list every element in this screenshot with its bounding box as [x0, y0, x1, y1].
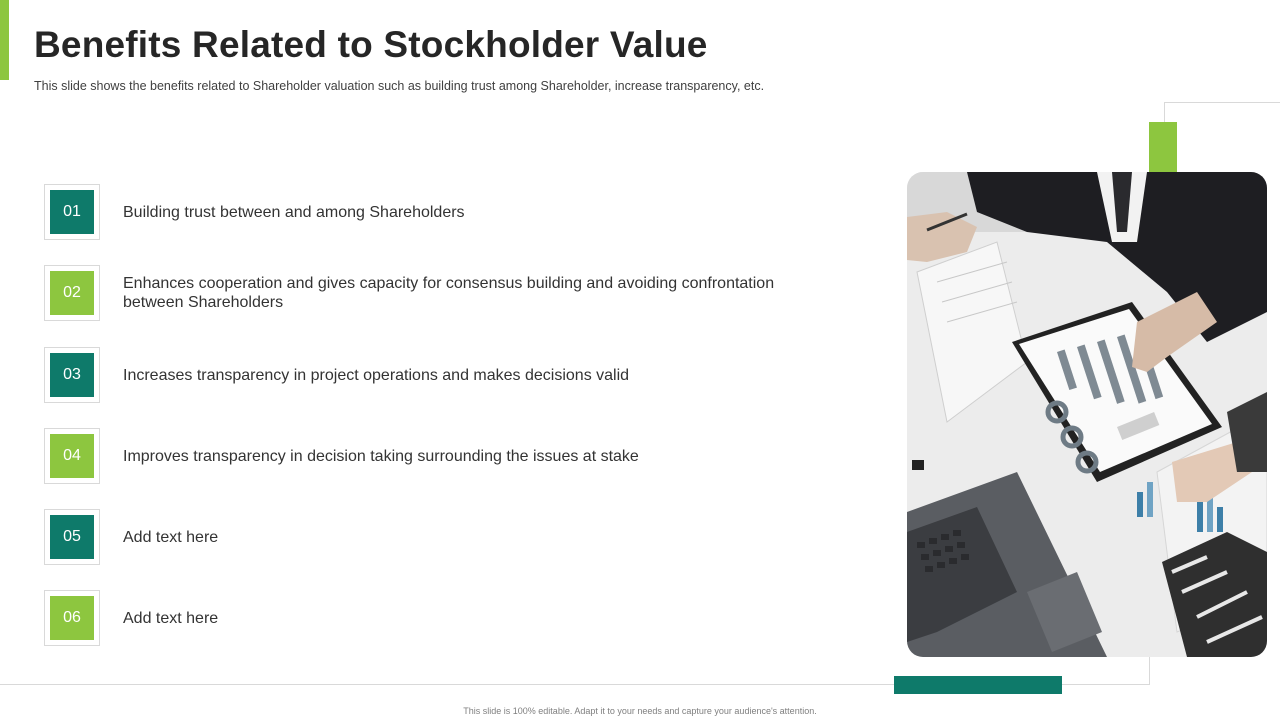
number-badge [44, 509, 100, 565]
page-subtitle: This slide shows the benefits related to Shareholder valuation such as building trust among Shareholder, increase transparency, etc. [34, 79, 765, 93]
number-badge [44, 428, 100, 484]
number-label: 04 [50, 434, 94, 478]
list-item [44, 509, 218, 565]
number-label: 02 [50, 271, 94, 315]
number-badge [44, 590, 100, 646]
list-item [44, 590, 218, 646]
green-accent-block [1149, 122, 1177, 172]
item-text: Add text here [123, 528, 219, 546]
item-text: Enhances cooperation and gives capacity for consensus building and avoiding confrontation between Shareholders [123, 275, 775, 311]
number-label: 03 [50, 353, 94, 397]
list-item [44, 347, 629, 403]
number-label: 01 [50, 190, 94, 234]
item-text: Building trust between and among Shareholders [123, 203, 465, 221]
number-badge [44, 347, 100, 403]
item-text: Increases transparency in project operations and makes decisions valid [123, 366, 630, 384]
left-accent-bar [0, 0, 9, 80]
number-badge [44, 265, 100, 321]
footer-note: This slide is 100% editable. Adapt it to your needs and capture your audience's attention. [463, 706, 817, 716]
list-item [44, 265, 783, 321]
item-text: Add text here [123, 609, 219, 627]
frame-line [1164, 102, 1280, 103]
item-text: Improves transparency in decision taking surrounding the issues at stake [123, 447, 639, 465]
number-label: 06 [50, 596, 94, 640]
list-item [44, 184, 465, 240]
number-label: 05 [50, 515, 94, 559]
page-title: Benefits Related to Stockholder Value [34, 24, 708, 65]
frame-line [1149, 655, 1150, 685]
teal-accent-block [894, 676, 1062, 694]
list-item [44, 428, 639, 484]
frame-line [1164, 102, 1165, 122]
business-meeting-photo [907, 172, 1267, 657]
number-badge [44, 184, 100, 240]
